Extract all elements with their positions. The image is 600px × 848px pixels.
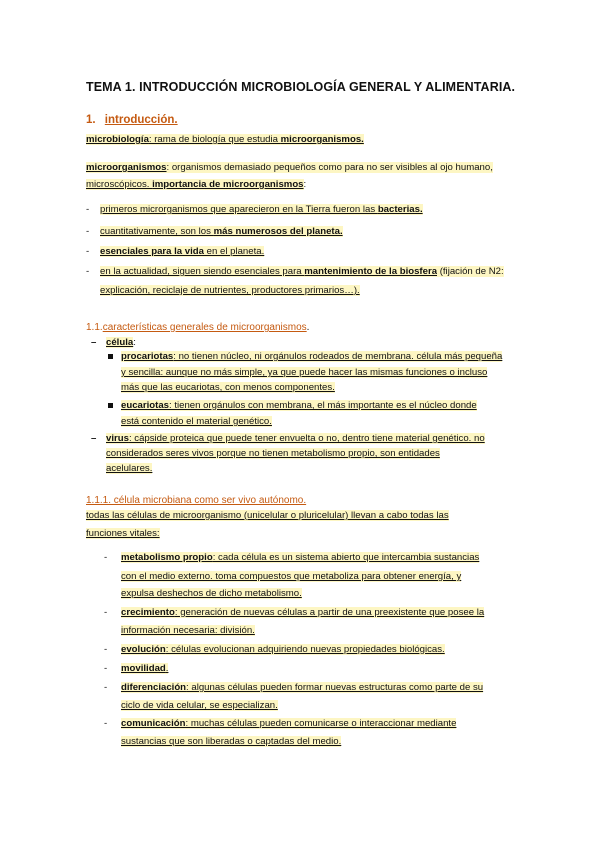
item-strong: bacterias.: [377, 204, 423, 215]
item-text: más que las eucariotas, con menos componentes.: [121, 382, 335, 393]
definition-text: : rama de biología que estudia: [148, 134, 281, 145]
colon: :: [303, 179, 307, 190]
list-item: [100, 245, 264, 258]
list-dash: -: [86, 204, 90, 215]
function-item: [121, 662, 168, 675]
microorganismos-text: : organismos demasiado pequeños como para no ser visibles al ojo humano,: [166, 162, 493, 173]
function-item-line: [121, 735, 341, 748]
item-text: y sencilla: aunque no más simple, ya que puede hacer las mismas funciones o incluso: [121, 367, 488, 378]
function-item-line: [121, 624, 255, 637]
item-text: sustancias que son liberadas o captadas del medio.: [121, 736, 342, 747]
list-dash: -: [104, 682, 108, 693]
virus-line3: [106, 462, 152, 475]
list-item: [100, 225, 343, 238]
item-text: en el planeta.: [204, 246, 265, 257]
term-metabolismo: metabolismo propio: [121, 552, 213, 563]
page-title: TEMA 1. INTRODUCCIÓN MICROBIOLOGÍA GENERAL Y ALIMENTARIA.: [86, 80, 516, 94]
term-comunicacion: comunicación: [121, 718, 186, 729]
list-dash: –: [91, 337, 97, 348]
item-text: : muchas células pueden comunicarse o interaccionar mediante: [185, 718, 457, 729]
list-dash: -: [86, 246, 90, 257]
microorganismos-text-2: microscópicos.: [86, 179, 153, 190]
item-text: considerados seres vivos porque no tienen metabolismo propio, son entidades: [106, 448, 440, 459]
item-text: con el medio externo. toma compuestos que metaboliza para obtener energía, y: [121, 571, 462, 582]
function-item: [121, 551, 479, 564]
term-virus: virus: [106, 433, 129, 444]
list-item-continuation: [100, 284, 360, 297]
list-dash: -: [104, 644, 108, 655]
item-text: : cada célula es un sistema abierto que intercambia sustancias: [212, 552, 480, 563]
intro-line1: [86, 509, 449, 522]
section-1-1-heading: [86, 322, 309, 333]
period: .: [306, 322, 310, 333]
term-procariotas: procariotas: [121, 351, 174, 362]
item-text: está contenido el material genético.: [121, 416, 272, 427]
item-text: : generación de nuevas células a partir de una preexistente que posee la: [174, 607, 485, 618]
item-strong: esenciales para la vida: [100, 246, 204, 257]
section-label: introducción.: [104, 114, 178, 126]
microbiologia-definition: [86, 133, 364, 146]
intro-text: todas las células de microorganismo (unicelular o pluricelular) llevan a cabo todas las: [86, 510, 449, 521]
list-dash: -: [86, 266, 90, 277]
item-text: : no tienen núcleo, ni orgánulos rodeados de membrana. célula más pequeña: [173, 351, 503, 362]
list-item: [106, 336, 136, 349]
intro-text: funciones vitales:: [86, 528, 160, 539]
function-item-line: [121, 699, 278, 712]
item-text: primeros microrganismos que aparecieron en la Tierra fueron las: [100, 204, 378, 215]
item-text: cuantitativamente, son los: [100, 226, 214, 237]
term-crecimiento: crecimiento: [121, 607, 175, 618]
term-microbiologia: microbiología: [86, 134, 149, 145]
term-celula: célula: [106, 337, 134, 348]
term-movilidad: movilidad: [121, 663, 166, 674]
item-text: expulsa deshechos de dicho metabolismo.: [121, 588, 302, 599]
list-dash: -: [104, 552, 108, 563]
virus-line1: [106, 432, 485, 445]
item-strong: más numerosos del planeta.: [213, 226, 343, 237]
section-number: 1.: [86, 114, 96, 126]
item-text: ciclo de vida celular, se especializan.: [121, 700, 278, 711]
item-text: : células evolucionan adquiriendo nuevas propiedades biológicas.: [165, 644, 445, 655]
item-text: .: [165, 663, 169, 674]
list-dash: -: [104, 718, 108, 729]
colon: :: [133, 337, 136, 348]
list-dash: -: [86, 226, 90, 237]
list-item: [100, 265, 504, 278]
function-item-line: [121, 587, 302, 600]
eucariotas-line2: [121, 415, 272, 428]
function-item: [121, 606, 484, 619]
microorganismos-line1: [86, 161, 528, 174]
section-number: 1.1.: [86, 322, 103, 333]
function-item: [121, 643, 445, 656]
procariotas-line1: [121, 350, 502, 363]
procariotas-line3: [121, 381, 335, 394]
section-1-heading: [86, 114, 178, 126]
importance-heading: importancia de microorganismos: [152, 179, 304, 190]
item-text: : algunas células pueden formar nuevas estructuras como parte de su: [186, 682, 484, 693]
function-item-line: [121, 570, 461, 583]
microorganismos-line2: [86, 178, 306, 191]
virus-line2: [106, 447, 440, 460]
bullet-square: [108, 354, 113, 359]
item-text: información necesaria: división.: [121, 625, 255, 636]
term-evolucion: evolución: [121, 644, 166, 655]
list-dash: -: [104, 607, 108, 618]
function-item: [121, 681, 483, 694]
list-item: [100, 203, 423, 216]
item-text: acelulares.: [106, 463, 153, 474]
item-strong: mantenimiento de la biosfera: [304, 266, 438, 277]
procariotas-line2: [121, 366, 487, 379]
list-dash: –: [91, 433, 97, 444]
section-label: características generales de microorganismos: [102, 322, 307, 333]
item-text: : tienen orgánulos con membrana, el más importante es el núcleo donde: [169, 400, 477, 411]
function-item: [121, 717, 456, 730]
item-text: : cápside proteica que puede tener envuelta o no, dentro tiene material genético. no: [128, 433, 485, 444]
term-eucariotas: eucariotas: [121, 400, 169, 411]
bullet-square: [108, 403, 113, 408]
item-text: explicación, reciclaje de nutrientes, productores primarios…).: [100, 285, 360, 296]
item-text: en la actualidad, siguen siendo esenciales para: [100, 266, 305, 277]
definition-strong: microorganismos.: [280, 134, 364, 145]
term-diferenciacion: diferenciación: [121, 682, 187, 693]
section-label: 1.1.1. célula microbiana como ser vivo autónomo.: [86, 495, 307, 506]
intro-line2: [86, 527, 160, 540]
eucariotas-line1: [121, 399, 477, 412]
term-microorganismos: microorganismos: [86, 162, 167, 173]
section-1-1-1-heading: [86, 495, 306, 506]
list-dash: -: [104, 663, 108, 674]
item-text: (fijación de N2:: [437, 266, 504, 277]
